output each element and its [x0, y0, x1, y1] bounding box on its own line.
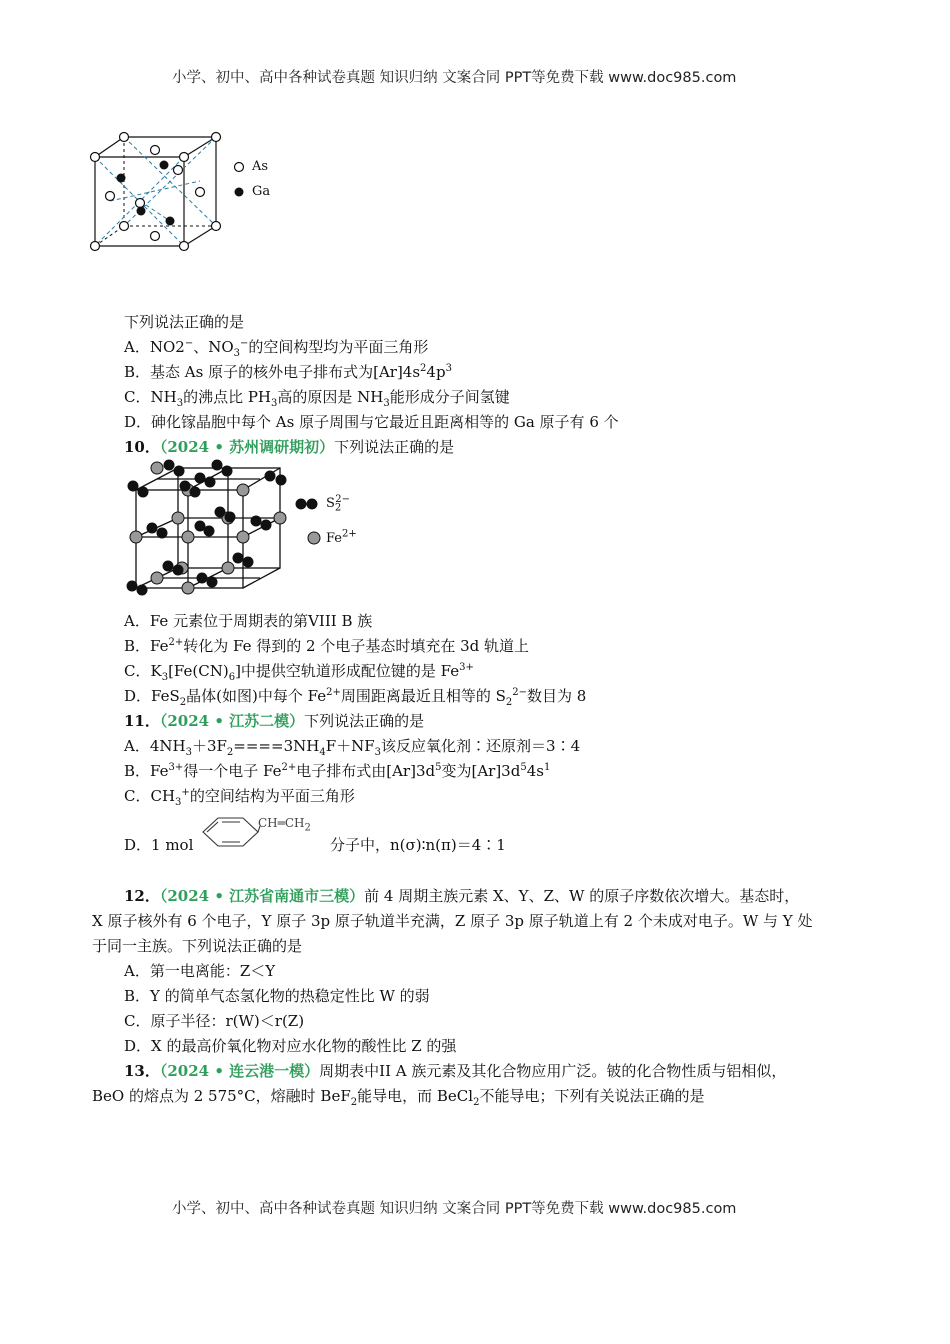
q10-option-b: B．$Fe^{2+}$转化为 Fe 得到的 2 个电子基态时填充在 3d 轨道上 — [124, 637, 530, 655]
q13-line2: BeO 的熔点为 2 575°C，熔融时 BeF$_2$能导电，而 BeCl$_2$不能导电；下列有关说法正确的是 — [92, 1087, 705, 1108]
page-footer: 小学、初中、高中各种试卷真题 知识归纳 文案合同 PPT等免费下载 www.doc985.com — [172, 1201, 737, 1217]
q12-option-b: B．Y 的简单气态氢化物的热稳定性比 W 的弱 — [124, 987, 430, 1005]
q13-heading: 13．（2024 • 连云港一模）周期表中II A 族元素及其化合物应用广泛。铍的化合物性质与铝相似， — [124, 1062, 787, 1080]
q9-option-c: C．$NH_3$的沸点比 $PH_3$高的原因是 $NH_3$能形成分子间氢键 — [124, 388, 510, 409]
q9-option-a: A．NO2−、$NO_3^-$的空间构型均为平面三角形 — [124, 338, 429, 359]
q9-option-d: D．砷化镓晶胞中每个 As 原子周围与它最近且距离相等的 Ga 原子有 6 个 — [124, 413, 619, 431]
q11-option-d-pre: D．1 mol — [124, 836, 194, 854]
q9-stem: 下列说法正确的是 — [124, 313, 245, 331]
q10-option-d: D．FeS$_2$晶体(如图)中每个 $Fe^{2+}$周围距离最近且相等的 $S_2^{2-}$数目为 8 — [124, 687, 587, 708]
q10-option-c: C．$K_3[Fe(CN)_6]$中提供空轨道形成配位键的是 $Fe^{3+}$ — [124, 662, 474, 683]
legend-fe-label: $Fe^{2+}$ — [326, 528, 357, 546]
q11-option-a: A．$4NH_3+3F_2====3NH_4F+NF_3$该反应氧化剂∶还原剂＝3∶4 — [124, 737, 581, 758]
q12-heading: 12．（2024 • 江苏省南通市三模）前 4 周期主族元素 X、Y、Z、W 的原子序数依次增大。基态时， — [124, 887, 800, 905]
q12-option-c: C．原子半径：r(W)＜r(Z) — [124, 1012, 305, 1030]
q12-line3: 于同一主族。下列说法正确的是 — [92, 937, 303, 955]
page-header: 小学、初中、高中各种试卷真题 知识归纳 文案合同 PPT等免费下载 www.doc985.com — [172, 70, 737, 86]
q9-option-b: B．基态 As 原子的核外电子排布式为$[Ar]4s^24p^3$ — [124, 363, 452, 381]
q11-heading: 11．（2024 • 江苏二模）下列说法正确的是 — [124, 712, 425, 730]
q11-option-b: B．$Fe^{3+}$得一个电子 $Fe^{2+}$电子排布式由$[Ar]3d^5$变为$[Ar]3d^54s^1$ — [124, 762, 551, 780]
q10-option-a: A．Fe 元素位于周期表的第VIII B 族 — [124, 612, 373, 630]
q11-option-d-post: 分子中，n(σ)∶n(π)＝4∶1 — [330, 836, 506, 854]
q12-option-a: A．第一电离能：Z＜Y — [124, 962, 276, 980]
styrene-vinyl-label: $CH═CH_2$ — [258, 816, 311, 834]
legend-ga-label: Ga — [252, 184, 271, 199]
q12-line2: X 原子核外有 6 个电子，Y 原子 3p 原子轨道半充满，Z 原子 3p 原子轨道上有 2 个未成对电子。W 与 Y 处 — [92, 912, 813, 930]
q10-heading: 10．（2024 • 苏州调研期初）下列说法正确的是 — [124, 438, 455, 456]
legend-as-label: As — [252, 159, 269, 174]
q11-option-c: C．$CH_3^+$的空间结构为平面三角形 — [124, 787, 355, 808]
legend-s2-label: $S_2^{2-}$ — [326, 493, 351, 514]
q12-option-d: D．X 的最高价氧化物对应水化物的酸性比 Z 的强 — [124, 1037, 457, 1055]
